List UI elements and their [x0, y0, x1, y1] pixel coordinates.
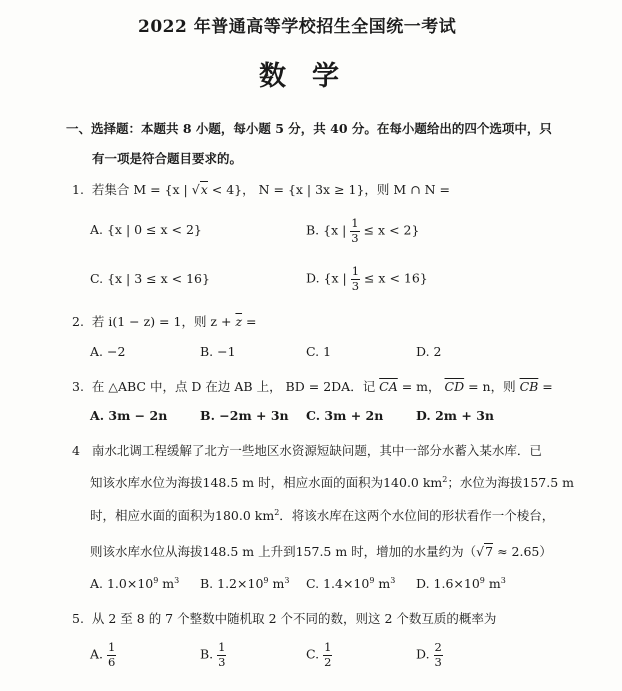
q4-line4: 则该水库水位从海拔148.5 m 上升到157.5 m 时，增加的水量约为（√7 ≈ 2.65） [90, 544, 552, 559]
q5-option-c-den: 2 [324, 654, 332, 669]
q4-option-d-unit-sup: 3 [500, 576, 506, 585]
q4-option-c [306, 576, 395, 591]
q1-option-d-num: 1 [351, 264, 360, 278]
q1-number: 1. [72, 182, 84, 197]
q3-stem [72, 377, 553, 395]
q1-option-b [306, 218, 419, 244]
q1-stem-a: 若集合 M = {x | [91, 182, 192, 197]
q5-option-b [200, 642, 226, 668]
q4-option-a-post: m [158, 576, 175, 591]
q1-stem-b: < 4}， N = {x | 3x ≥ 1}，则 M ∩ N = [207, 182, 451, 197]
q4-line3-sup: 2 [274, 508, 280, 517]
q1-option-d [306, 266, 428, 292]
q3-stem-d: = [538, 379, 553, 394]
q4-option-b-unit-sup: 3 [284, 576, 290, 585]
q2-stem-b: = [242, 314, 257, 329]
q5-number: 5. [72, 611, 84, 626]
q4-option-c-post: m [374, 576, 391, 591]
q5-option-a-num: 1 [108, 640, 116, 654]
q4-option-b-post: m [268, 576, 285, 591]
q4-line4-sqrt: 7 [485, 544, 494, 559]
q5-option-a-label: A. [90, 646, 104, 662]
q1-stem-sqrt: x [200, 182, 208, 197]
q2-option-c: C. 1 [306, 344, 332, 359]
q3-vec-ca: $\overline{CA}$ [379, 379, 398, 394]
q4-option-d [416, 576, 506, 591]
q3-number: 3. [72, 379, 84, 394]
section-instructions-line2: 有一项是符合题目要求的。 [92, 151, 243, 166]
q3-option-d: D. 2m + 3n [416, 408, 494, 423]
q5-option-d-num: 2 [434, 640, 442, 654]
q1-stem: 1. 若集合 M = {x | √x < 4}， N = {x | 3x ≥ 1}，则 M ∩ N = [72, 182, 451, 197]
q4-option-a-pre: A. 1.0×10 [90, 576, 154, 591]
q5-option-b-den: 3 [218, 654, 226, 669]
q4-option-b-pre: B. 1.2×10 [200, 576, 264, 591]
q3-stem-c: = n，则 [464, 379, 520, 394]
q1-option-d-den: 3 [351, 278, 360, 293]
q3-stem-a: 在 △ABC 中，点 D 在边 AB 上， BD = 2DA．记 [91, 379, 380, 394]
q4-option-a-sup: 9 [153, 576, 159, 585]
q1-option-c: C. {x | 3 ≤ x < 16} [90, 271, 210, 286]
q4-line3-a: 时，相应水面的面积为180.0 km [90, 508, 275, 523]
q4-line2 [90, 473, 574, 491]
q5-stem [72, 609, 496, 627]
q4-line1 [72, 441, 542, 459]
q3-vec-cb: $\overline{CB}$ [519, 379, 539, 394]
q2-option-d: D. 2 [416, 344, 442, 359]
q5-option-b-num: 1 [218, 640, 226, 654]
q5-option-c-label: C. [306, 646, 320, 662]
q3-option-c: C. 3m + 2n [306, 408, 384, 423]
q5-option-c [306, 642, 332, 668]
q2-number: 2. [72, 314, 84, 329]
q1-option-b-pre: B. {x | [306, 222, 351, 238]
subject-title: 数学 [259, 61, 365, 92]
q1-option-b-post: ≤ x < 2} [359, 222, 420, 238]
exam-title: 2022 年普通高等学校招生全国统一考试 [138, 17, 457, 37]
q4-option-c-sup: 9 [369, 576, 375, 585]
q5-option-b-label: B. [200, 646, 214, 662]
q2-stem [72, 312, 256, 330]
q4-option-d-sup: 9 [479, 576, 485, 585]
q3-stem-b: = m， [397, 379, 445, 394]
q5-option-a [90, 642, 116, 668]
q4-line4-b: ≈ 2.65） [493, 544, 552, 559]
q4-option-a [90, 576, 179, 591]
q4-option-a-unit-sup: 3 [174, 576, 180, 585]
q4-line3-b: ．将该水库在这两个水位间的形状看作一个棱台， [279, 508, 555, 523]
q3-option-a: A. 3m − 2n [90, 408, 168, 423]
q4-option-d-post: m [484, 576, 501, 591]
q5-stem-text: 从 2 至 8 的 7 个整数中随机取 2 个不同的数，则这 2 个数互质的概率为 [91, 611, 497, 626]
q5-option-a-den: 6 [108, 654, 116, 669]
q4-option-b-sup: 9 [263, 576, 269, 585]
q4-option-c-unit-sup: 3 [390, 576, 396, 585]
q4-option-b [200, 576, 289, 591]
q4-line2-a: 知该水库水位为海拔148.5 m 时，相应水面的面积为140.0 km [90, 475, 443, 490]
q1-option-d-post: ≤ x < 16} [360, 270, 428, 286]
section-instructions-line1: 一、选择题：本题共 8 小题，每小题 5 分，共 40 分。在每小题给出的四个选项中，只 [66, 121, 552, 136]
q2-stem-bar: $\overline{z}$ [235, 314, 243, 329]
q2-option-b: B. −1 [200, 344, 236, 359]
q5-option-c-num: 1 [324, 640, 332, 654]
q4-line2-sup: 2 [442, 475, 448, 484]
q4-line3 [90, 506, 554, 524]
q4-option-c-pre: C. 1.4×10 [306, 576, 370, 591]
q4-number: 4 [72, 443, 80, 458]
q5-option-d-label: D. [416, 646, 430, 662]
q4-option-d-pre: D. 1.6×10 [416, 576, 480, 591]
q1-option-b-den: 3 [351, 230, 359, 245]
q5-option-d-den: 3 [434, 654, 442, 669]
q4-line4-a: 则该水库水位从海拔148.5 m 上升到157.5 m 时，增加的水量约为（ [90, 544, 477, 559]
q1-option-d-pre: D. {x | [306, 270, 351, 286]
q3-option-b: B. −2m + 3n [200, 408, 289, 423]
q2-option-a: A. −2 [90, 344, 126, 359]
q1-option-b-num: 1 [351, 216, 359, 230]
q3-vec-cd: $\overline{CD}$ [444, 379, 465, 394]
q4-line2-b: ；水位为海拔157.5 m [447, 475, 574, 490]
q5-option-d [416, 642, 443, 668]
q2-stem-a: 若 i(1 − z) = 1，则 z + [91, 314, 236, 329]
q1-option-a: A. {x | 0 ≤ x < 2} [90, 222, 202, 237]
q4-line1-text: 南水北调工程缓解了北方一些地区水资源短缺问题，其中一部分水蓄入某水库．已 [91, 443, 542, 458]
